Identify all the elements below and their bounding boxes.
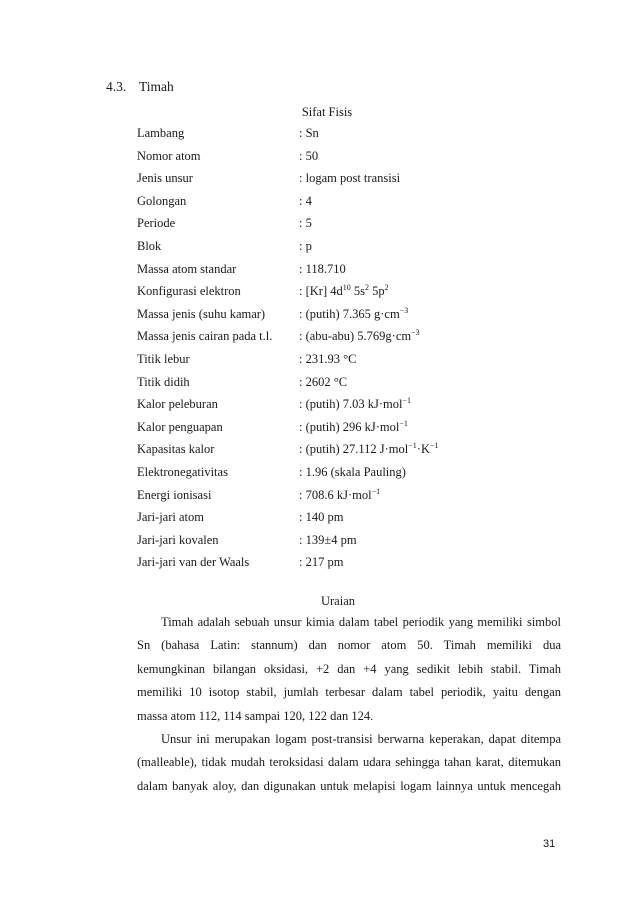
property-label: Titik lebur (137, 352, 190, 366)
property-label: Jenis unsur (137, 171, 193, 186)
property-value: : 1.96 (skala Pauling) (299, 465, 406, 479)
property-value: : 231.93 °C (299, 352, 357, 366)
property-label: Jari-jari atom (137, 510, 204, 525)
property-label: Nomor atom (137, 148, 201, 163)
property-value: : 139±4 pm (299, 532, 357, 547)
property-label: Jari-jari van der Waals (137, 555, 250, 570)
paragraph-line: Timah adalah sebuah unsur kimia dalam tabel periodik yang memiliki simbol (161, 615, 561, 629)
section-heading (106, 79, 174, 95)
property-value: : 217 pm (299, 555, 344, 570)
property-value: : 4 (299, 193, 312, 208)
property-label: Massa jenis (suhu kamar) (137, 306, 266, 321)
property-label: Kalor peleburan (137, 397, 218, 412)
property-label: Lambang (137, 126, 185, 140)
property-value: : (putih) 296 kJ·mol$^{-1}$ (299, 418, 408, 434)
section-title: Timah (139, 79, 174, 94)
paragraph-line: kemungkinan bilangan oksidasi, +2 dan +4 yang sedikit lebih stabil. Timah (137, 661, 561, 676)
paragraph-line: Unsur ini merupakan logam post-transisi berwarna keperakan, dapat ditempa (161, 732, 561, 746)
property-value: : 118.710 (299, 261, 346, 276)
property-label: Massa atom standar (137, 261, 237, 276)
paragraph-line: (malleable), tidak mudah teroksidasi dalam udara sehingga tahan karat, ditemukan (137, 755, 561, 770)
property-value: : 708.6 kJ·mol$^{-1}$ (299, 486, 381, 502)
property-label: Periode (137, 216, 176, 231)
property-label: Massa jenis cairan pada t.l. (137, 329, 273, 344)
property-value: : 2602 °C (299, 374, 348, 389)
property-label: Energi ionisasi (137, 487, 212, 502)
section-number: 4.3. (106, 79, 127, 94)
property-label: Konfigurasi elektron (137, 284, 241, 299)
property-label: Jari-jari kovalen (137, 532, 219, 547)
property-label: Kalor penguapan (137, 419, 223, 434)
paragraph-line: massa atom 112, 114 sampai 120, 122 dan 124. (137, 708, 374, 723)
paragraph-line: Sn (bahasa Latin: stannum) dan nomor atom 50. Timah memiliki dua (137, 638, 561, 653)
property-value: : 50 (299, 148, 319, 163)
property-value: : (putih) 7.365 $g\cdot cm^{-3}$ (299, 305, 409, 321)
property-value: : (abu-abu) $5.769g\cdot cm^{-3}$ (299, 328, 420, 344)
paragraph-line: dalam banyak aloy, dan digunakan untuk melapisi logam lainnya untuk mencegah (137, 778, 561, 793)
property-value: : p (299, 239, 312, 253)
property-value: : Sn (299, 126, 319, 140)
property-value: : [Kr] $4d^{10}$ $5s^2$ $5p^2$ (299, 283, 389, 299)
property-label: Elektronegativitas (137, 465, 228, 479)
property-label: Kapasitas kalor (137, 442, 215, 457)
property-value: : logam post transisi (299, 171, 401, 186)
property-label: Blok (137, 239, 162, 253)
description-heading: Uraian (320, 594, 355, 608)
paragraph-line: memiliki 10 isotop stabil, jumlah terbesar dalam tabel periodik, yaitu dengan (137, 685, 561, 700)
properties-heading: Sifat Fisis (301, 105, 353, 119)
property-value: : (putih) 7.03 kJ·mol$^{-1}$ (299, 396, 411, 412)
property-value: : 5 (299, 216, 312, 231)
property-label: Golongan (137, 193, 187, 208)
page-number: 31 (543, 838, 556, 850)
property-value: : 140 pm (299, 510, 344, 525)
property-label: Titik didih (137, 374, 190, 389)
property-value: : (putih) 27.112 $J\cdot mol^{-1}\cdot K^{-1}$ (299, 441, 439, 457)
